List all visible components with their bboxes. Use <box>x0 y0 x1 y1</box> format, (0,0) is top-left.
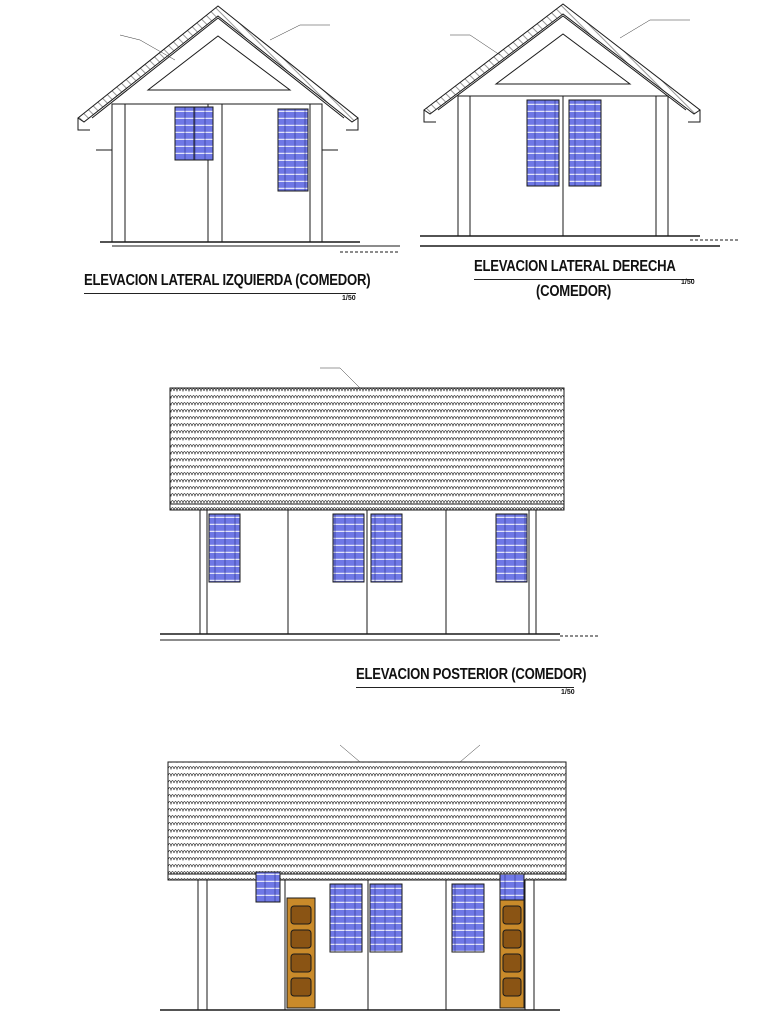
rear-roof-tiles <box>170 388 564 510</box>
front-roof-tiles <box>168 762 566 880</box>
front-window-2 <box>370 884 402 952</box>
front-window-1 <box>330 884 362 952</box>
right-window-2 <box>569 100 601 186</box>
left-side-elevation <box>78 6 400 252</box>
rear-wall <box>200 510 536 634</box>
right-window-1 <box>527 100 559 186</box>
left-window-2 <box>278 109 308 191</box>
right-elevation-title-line1: ELEVACION LATERAL DERECHA <box>474 258 676 275</box>
left-title-underline <box>84 293 356 294</box>
right-side-elevation <box>420 4 740 246</box>
right-scale: 1/50 <box>681 279 695 286</box>
left-scale: 1/50 <box>342 295 356 302</box>
right-title-underline <box>474 279 694 280</box>
left-gable-vent <box>148 36 290 90</box>
rear-title-underline <box>356 687 574 688</box>
rear-scale: 1/50 <box>561 689 575 696</box>
front-door-right <box>500 898 524 1008</box>
front-elevation <box>160 762 566 1010</box>
front-window-3 <box>452 884 484 952</box>
rear-elevation <box>160 388 600 640</box>
rear-window-4 <box>496 514 527 582</box>
rear-window-3 <box>371 514 402 582</box>
front-window-small <box>256 872 280 902</box>
left-elevation-title: ELEVACION LATERAL IZQUIERDA (COMEDOR) <box>84 272 371 289</box>
right-elevation-title-line2: (COMEDOR) <box>536 283 612 300</box>
rear-elevation-title: ELEVACION POSTERIOR (COMEDOR) <box>356 666 587 683</box>
rear-window-2 <box>333 514 364 582</box>
front-door-left <box>287 898 315 1008</box>
rear-window-1 <box>209 514 240 582</box>
